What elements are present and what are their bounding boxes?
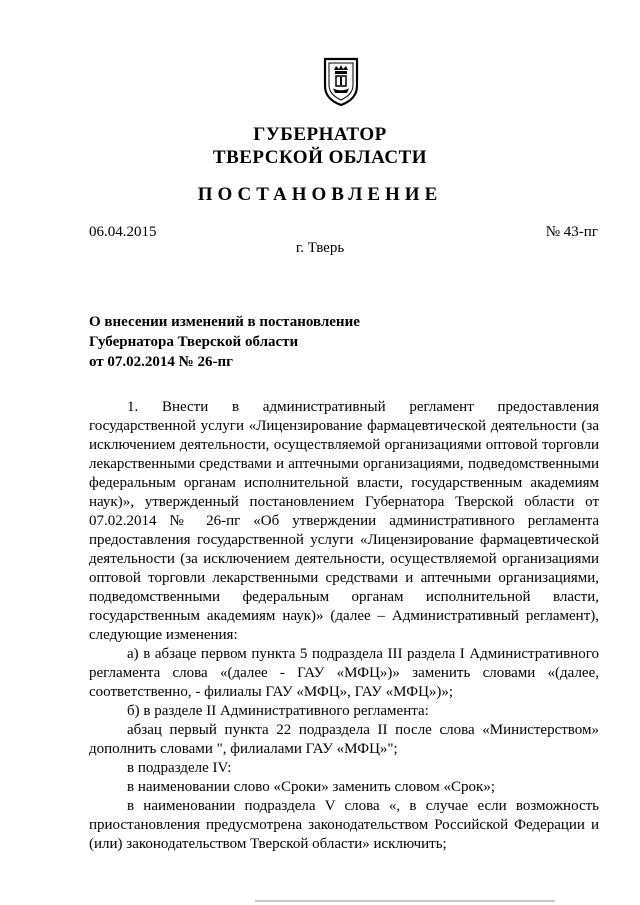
document-type-title: ПОСТАНОВЛЕНИЕ	[197, 184, 443, 205]
body-paragraph: а) в абзаце первом пункта 5 подраздела III раздела I Административного регламента слова «(далее - ГАУ «МФЦ»)» заменить словами «(далее, соответственно, - филиалы ГАУ «МФЦ», ГАУ «МФЦ»)»;	[89, 646, 599, 700]
page-edge-divider	[255, 900, 555, 902]
tver-coat-of-arms-icon	[322, 56, 360, 106]
document-date: 06.04.2015	[89, 224, 157, 240]
body-paragraph: абзац первый пункта 22 подраздела II после слова «Министерством» дополнить словами ", филиалами ГАУ «МФЦ»";	[89, 722, 599, 757]
subject-line: от 07.02.2014 № 26-пг	[89, 354, 233, 370]
subject-line: Губернатора Тверской области	[89, 334, 299, 350]
document-subject	[89, 312, 360, 372]
body-paragraph: б) в разделе II Административного регламента:	[127, 703, 429, 719]
body-paragraph: 1. Внести в административный регламент предоставления государственной услуги «Лицензирование фармацевтической деятельности (за исключением деятельности, осуществляемой организациями оптовой торговли лекарственными средствами и аптечными организациями, подведомственными федеральным органам исполнительной власти, государственным академиям наук)», утвержденный постановлением Губернатора Тверской области от 07.02.2014 № 26-пг «Об утверждении административного регламента предоставления государственной услуги «Лицензирование фармацевтической деятельности (за исключением деятельности, осуществляемой организациями оптовой торговли лекарственными средствами и аптечными организациями, подведомственными федеральным органам исполнительной власти, государственным академиям наук)» (далее – Административный регламент), следующие изменения:	[89, 399, 599, 643]
document-number: № 43-пг	[545, 224, 598, 240]
document-body	[89, 398, 599, 854]
subject-line: О внесении изменений в постановление	[89, 314, 360, 330]
body-paragraph: в подразделе IV:	[127, 760, 232, 776]
body-paragraph: в наименовании слово «Сроки» заменить словом «Срок»;	[127, 779, 496, 795]
body-paragraph: в наименовании подраздела V слова «, в случае если возможность приостановления предусмотрена законодательством Российской Федерации и (или) законодательством Тверской области» исключить;	[89, 798, 599, 852]
document-city: г. Тверь	[295, 240, 345, 256]
issuer-title-line2: ТВЕРСКОЙ ОБЛАСТИ	[212, 147, 428, 168]
issuer-title-line1: ГУБЕРНАТОР	[253, 124, 387, 145]
